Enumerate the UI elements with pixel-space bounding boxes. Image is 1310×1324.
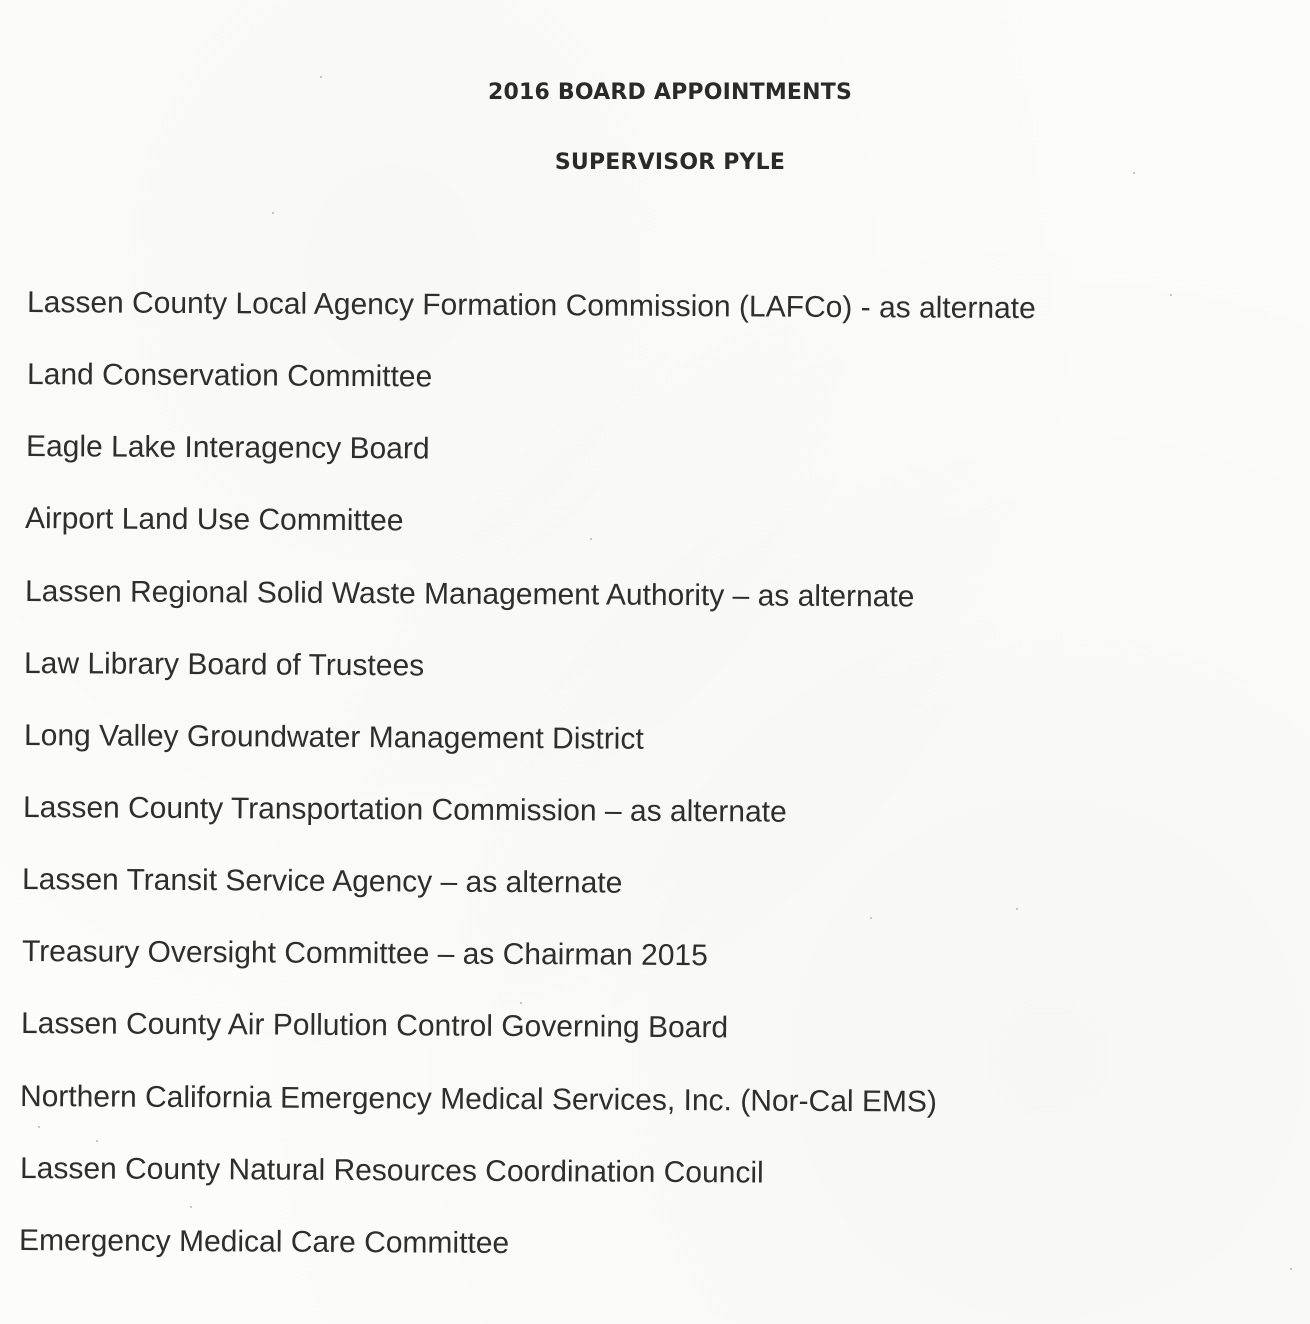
scan-speck bbox=[1133, 172, 1135, 174]
scan-speck bbox=[190, 1206, 192, 1208]
document-subtitle: SUPERVISOR PYLE bbox=[554, 150, 786, 175]
appointment-item: Land Conservation Committee bbox=[26, 358, 433, 394]
appointment-item: Long Valley Groundwater Management District bbox=[23, 719, 644, 756]
appointment-item: Treasury Oversight Committee – as Chairman 2015 bbox=[21, 935, 708, 973]
scan-speck bbox=[96, 1140, 98, 1142]
scan-speck bbox=[590, 538, 592, 540]
scan-speck bbox=[272, 212, 274, 214]
appointment-item: Eagle Lake Interagency Board bbox=[25, 430, 430, 466]
appointment-item: Lassen County Natural Resources Coordination Council bbox=[19, 1152, 764, 1190]
document-title: 2016 BOARD APPOINTMENTS bbox=[487, 80, 853, 105]
scan-speck bbox=[870, 917, 872, 919]
appointment-item: Airport Land Use Committee bbox=[24, 502, 404, 538]
scan-speck bbox=[1290, 1268, 1292, 1270]
scan-speck bbox=[1170, 294, 1172, 296]
appointment-item: Lassen County Air Pollution Control Governing Board bbox=[20, 1007, 729, 1045]
appointment-item: Lassen County Local Agency Formation Commission (LAFCo) - as alternate bbox=[26, 286, 1036, 326]
appointment-item: Emergency Medical Care Committee bbox=[18, 1224, 510, 1260]
appointment-item: Lassen Transit Service Agency – as alternate bbox=[21, 863, 623, 900]
appointment-item: Lassen County Transportation Commission – as alternate bbox=[22, 791, 787, 829]
scan-speck bbox=[38, 1126, 40, 1128]
appointment-item: Northern California Emergency Medical Services, Inc. (Nor-Cal EMS) bbox=[19, 1080, 938, 1119]
appointment-item: Law Library Board of Trustees bbox=[23, 647, 425, 683]
scan-speck bbox=[520, 1002, 522, 1004]
scan-speck bbox=[320, 76, 322, 78]
appointment-item: Lassen Regional Solid Waste Management Authority – as alternate bbox=[24, 575, 915, 614]
scan-speck bbox=[1016, 908, 1018, 910]
